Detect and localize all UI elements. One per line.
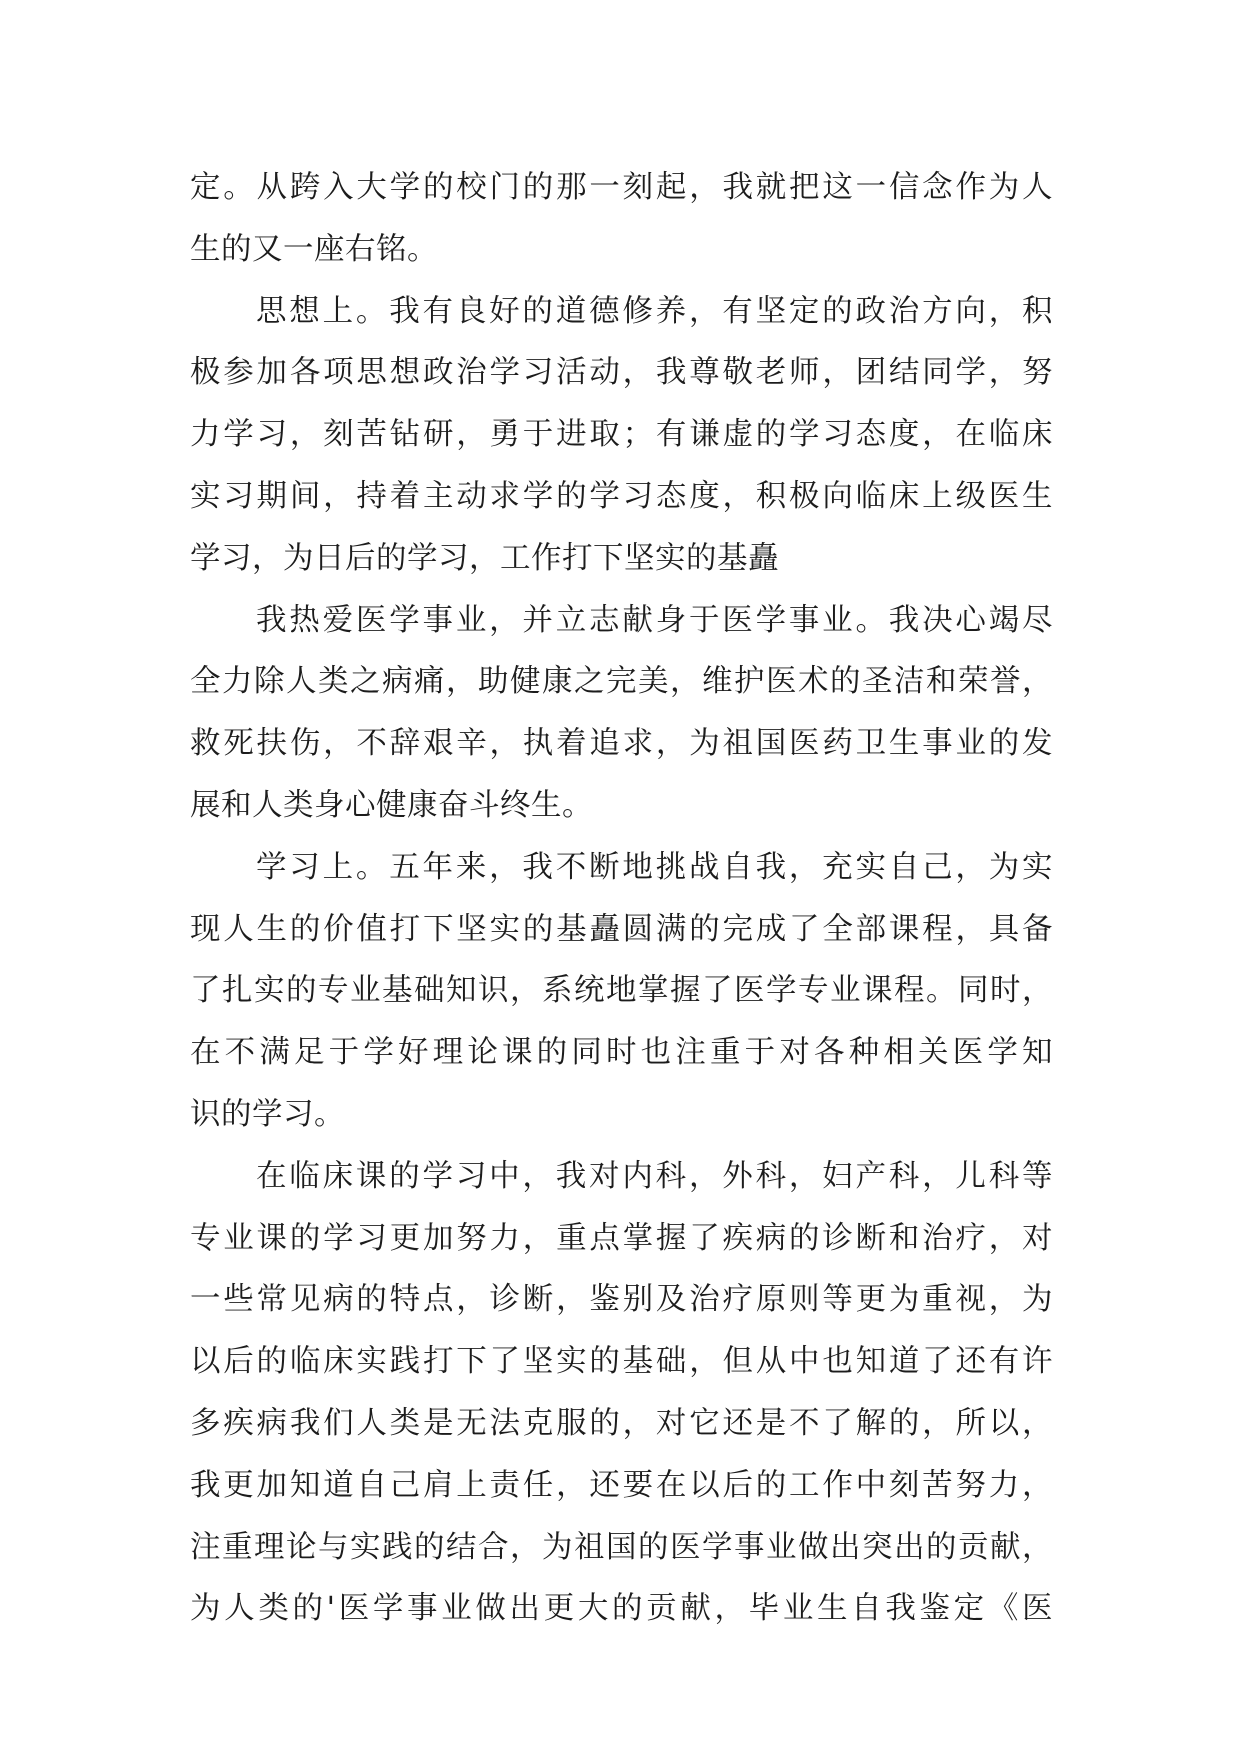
- text-line: 思想上。我有良好的道德修养，有坚定的政治方向，积: [256, 293, 1053, 329]
- text-line: 展和人类身心健康奋斗终生。: [190, 787, 593, 823]
- paragraph: [190, 837, 1053, 1146]
- paragraph: [190, 590, 1053, 837]
- paragraph: [190, 157, 1053, 281]
- text-line: 现人生的价值打下坚实的基矗圆满的完成了全部课程，具备: [190, 911, 1053, 947]
- text-line: 力学习，刻苦钻研，勇于进取；有谦虚的学习态度，在临床: [190, 417, 1053, 453]
- text-line: 救死扶伤，不辞艰辛，执着追求，为祖国医药卫生事业的发: [190, 726, 1053, 762]
- document-body: [190, 157, 1053, 1640]
- text-line: 专业课的学习更加努力，重点掌握了疾病的诊断和治疗，对: [190, 1220, 1053, 1256]
- text-line: 在临床课的学习中，我对内科，外科，妇产科，儿科等: [256, 1158, 1053, 1194]
- text-line: 一些常见病的特点，诊断，鉴别及治疗原则等更为重视，为: [190, 1282, 1053, 1318]
- text-line: 了扎实的专业基础知识，系统地掌握了医学专业课程。同时，: [190, 973, 1053, 1009]
- text-line: 为人类的'医学事业做出更大的贡献，毕业生自我鉴定《医: [190, 1591, 1053, 1627]
- text-line: 定。从跨入大学的校门的那一刻起，我就把这一信念作为人: [190, 170, 1053, 205]
- text-line: 生的又一座右铭。: [190, 231, 438, 267]
- text-line: 实习期间，持着主动求学的学习态度，积极向临床上级医生: [190, 478, 1053, 514]
- paragraph: [190, 1146, 1053, 1640]
- text-line: 学习，为日后的学习，工作打下坚实的基矗: [190, 540, 779, 576]
- text-line: 全力除人类之病痛，助健康之完美，维护医术的圣洁和荣誉，: [190, 664, 1053, 700]
- text-line: 注重理论与实践的结合，为祖国的医学事业做出突出的贡献，: [190, 1529, 1053, 1565]
- text-line: 学习上。五年来，我不断地挑战自我，充实自己，为实: [256, 849, 1053, 885]
- text-line: 识的学习。: [190, 1096, 345, 1132]
- text-line: 极参加各项思想政治学习活动，我尊敬老师，团结同学，努: [190, 355, 1053, 391]
- text-line: 我更加知道自己肩上责任，还要在以后的工作中刻苦努力，: [190, 1467, 1053, 1503]
- text-line: 以后的临床实践打下了坚实的基础，但从中也知道了还有许: [190, 1344, 1053, 1380]
- text-line: 我热爱医学事业，并立志献身于医学事业。我决心竭尽: [256, 602, 1053, 638]
- text-line: 多疾病我们人类是无法克服的，对它还是不了解的，所以，: [190, 1405, 1053, 1441]
- paragraph: [190, 281, 1053, 590]
- text-line: 在不满足于学好理论课的同时也注重于对各种相关医学知: [190, 1035, 1053, 1071]
